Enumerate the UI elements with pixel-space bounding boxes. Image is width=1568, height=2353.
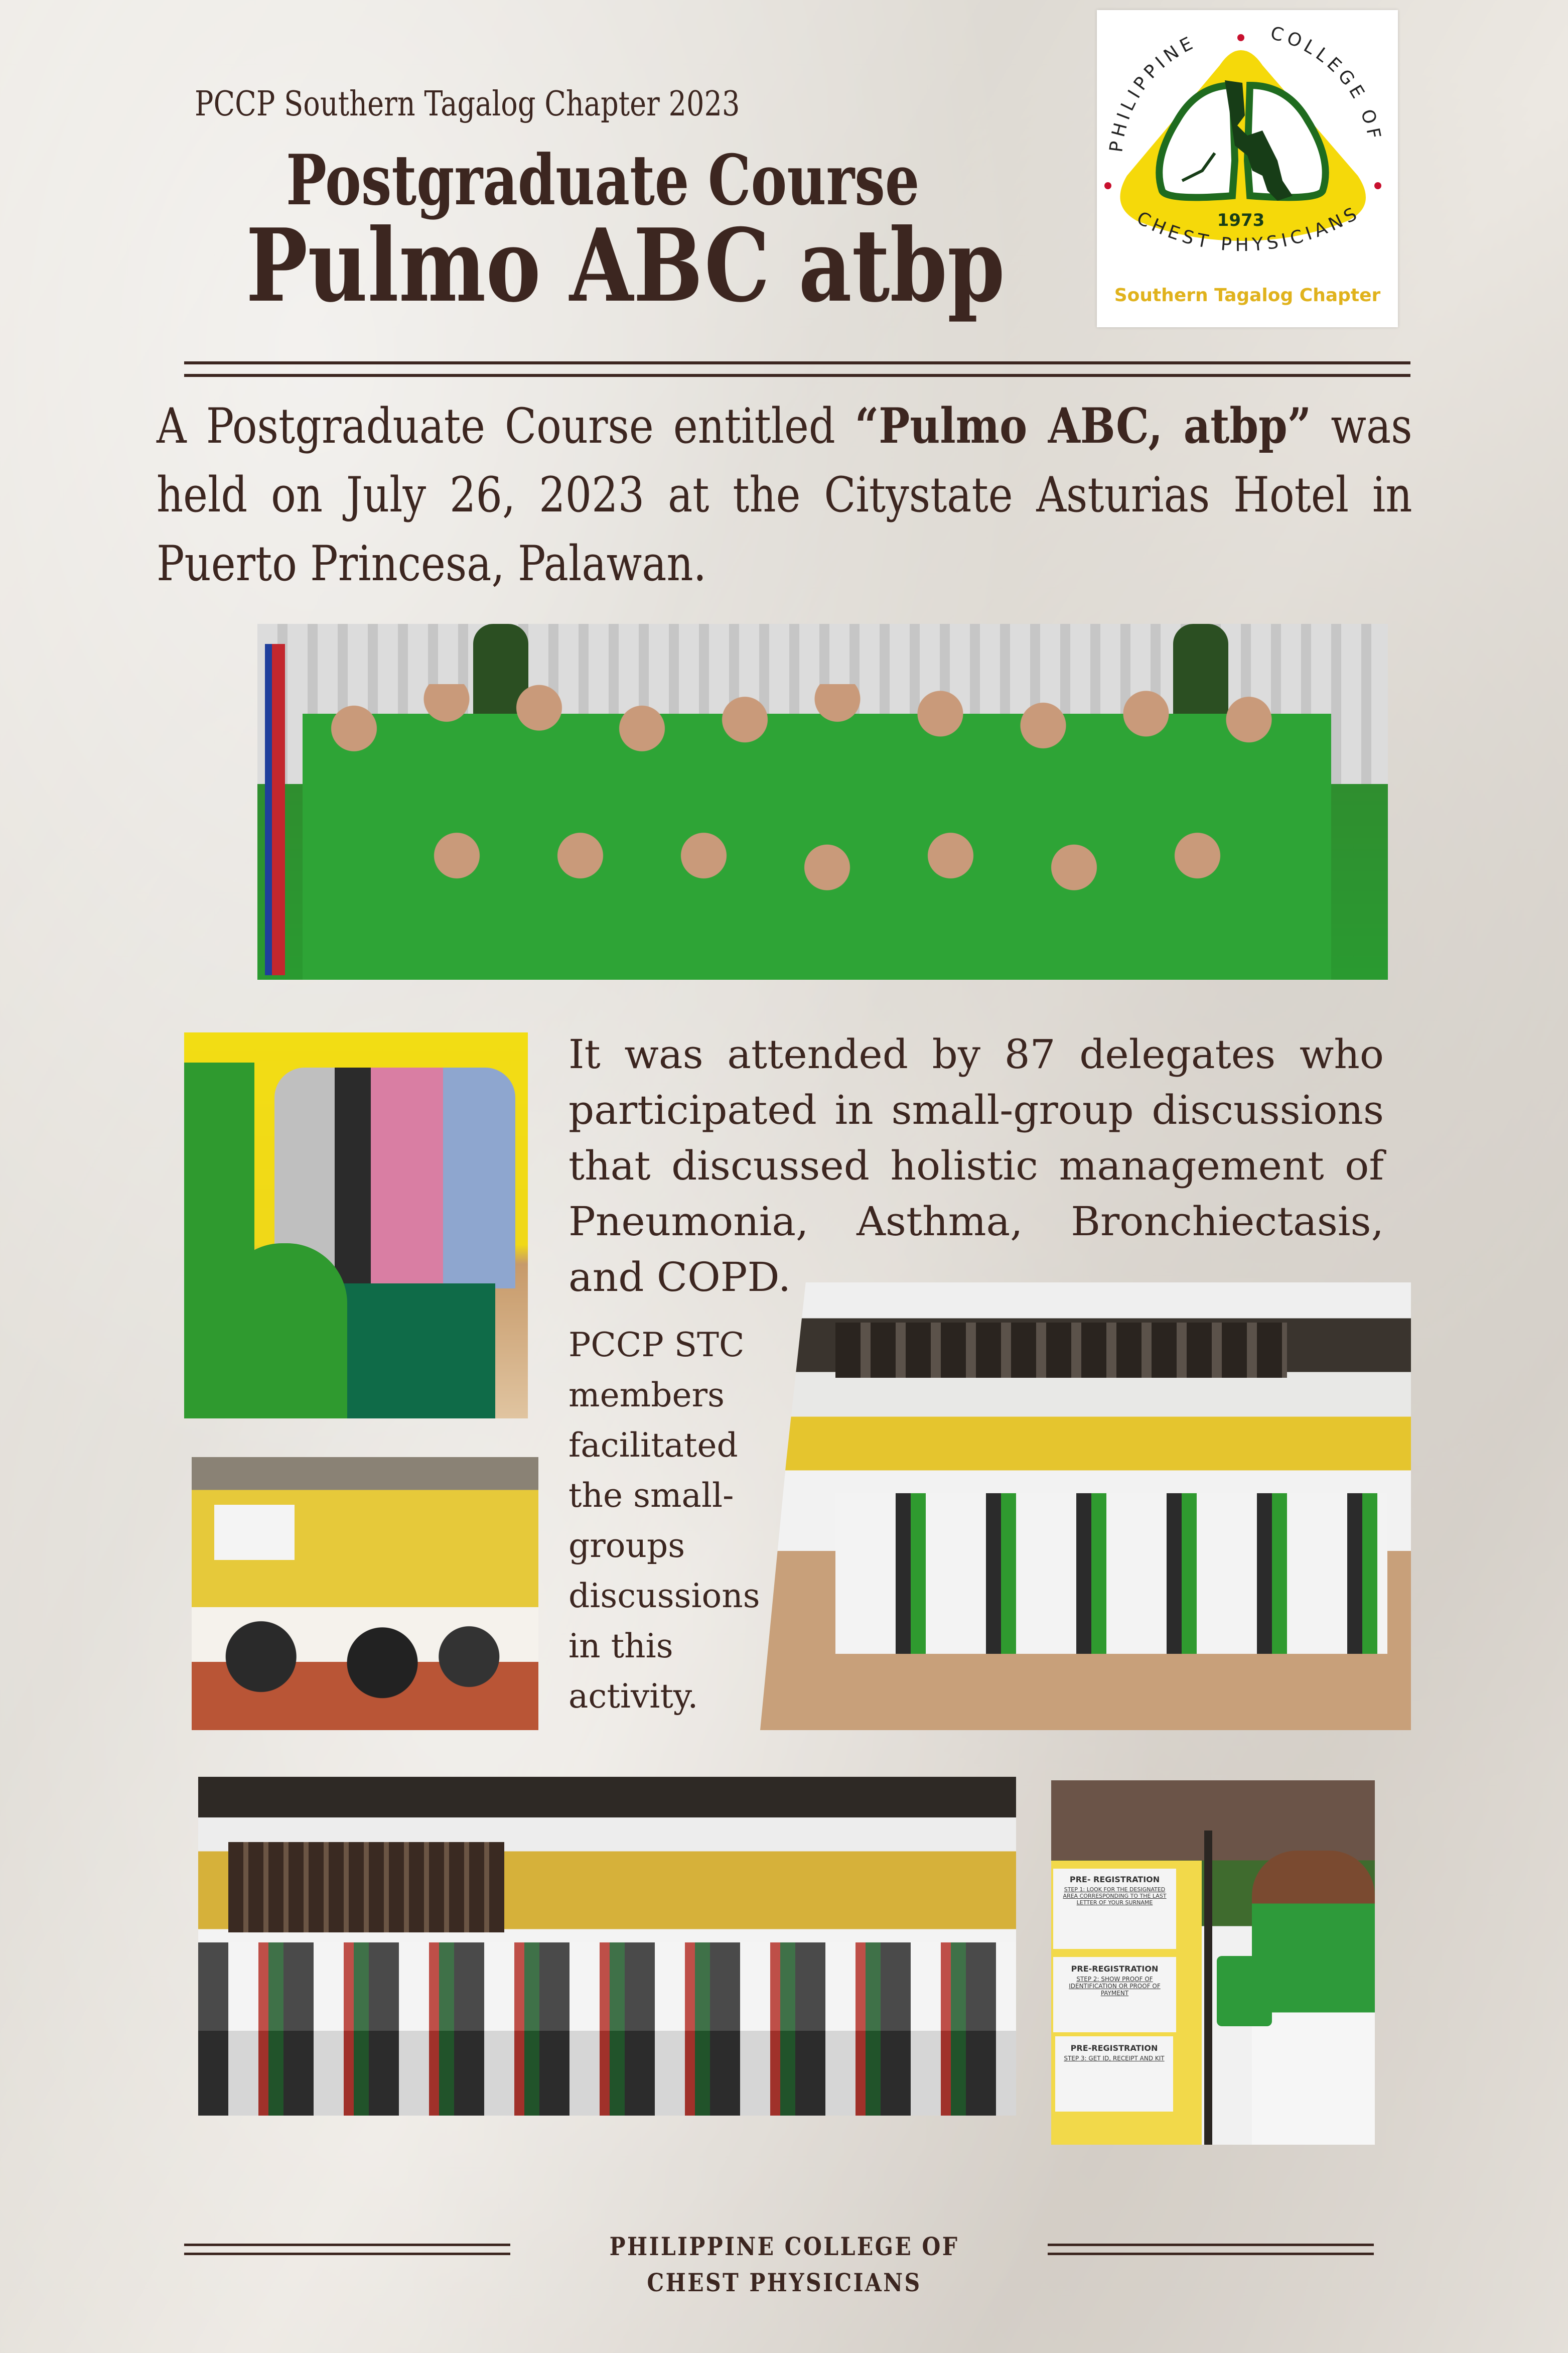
- projector-screen: [214, 1505, 295, 1560]
- intro-close-quote: ”: [1287, 398, 1312, 454]
- tables-attendees: [835, 1493, 1387, 1654]
- registration-sign-3: [1055, 2036, 1173, 2112]
- attendees: [192, 1608, 538, 1730]
- intro-paragraph: [157, 391, 1411, 598]
- sign-2-step: STEP 2: SHOW PROOF OF IDENTIFICATION OR PROOF OF PAYMENT: [1069, 1976, 1161, 1997]
- header-divider-top: [184, 361, 1410, 364]
- hall-wide-photo: [198, 1777, 1016, 2116]
- svg-text:Southern Tagalog Chapter: Southern Tagalog Chapter: [1114, 285, 1381, 306]
- intro-open-quote: “: [854, 398, 879, 454]
- svg-text:1973: 1973: [1217, 210, 1265, 230]
- ceiling-coffers: [835, 1323, 1287, 1378]
- course-name: Pulmo ABC, atbp: [879, 398, 1288, 454]
- philippine-flag: [265, 644, 285, 975]
- sign-1-step: STEP 1: LOOK FOR THE DESIGNATED AREA CORRESPONDING TO THE LAST LETTER OF YOUR SURNAME: [1063, 1886, 1167, 1906]
- svg-text:CHEST PHYSICIANS: CHEST PHYSICIANS: [1133, 202, 1364, 256]
- sign-3-step: STEP 3: GET ID, RECEIPT AND KIT: [1064, 2055, 1165, 2062]
- facilitators-paragraph: PCCP STC members facilitated the small-groups discussions in this activity.: [568, 1326, 760, 1716]
- seated-facilitator: [222, 1243, 347, 1418]
- intro-text-after: was held on July 26, 2023 at the Citystate Asturias Hotel in Puerto Princesa, Palawan.: [157, 398, 1412, 592]
- green-table: [335, 1283, 495, 1418]
- group-photo: [257, 624, 1388, 980]
- header-divider-bottom: [184, 374, 1410, 377]
- registration-sign-1: [1053, 1869, 1176, 1949]
- footer-organization: [0, 2229, 1568, 2301]
- title-pulmo-abc: Pulmo ABC atbp: [246, 207, 1005, 325]
- registration-photo: [1051, 1780, 1375, 2145]
- ballroom-discussion-photo: [760, 1282, 1411, 1730]
- title-postgraduate-course: Postgraduate Course: [286, 139, 920, 221]
- footer-organization-text: PHILIPPINE COLLEGE OF CHEST PHYSICIANS: [609, 2232, 959, 2297]
- inhaler-demo-photo: [184, 1032, 528, 1418]
- chapter-subtitle: PCCP Southern Tagalog Chapter 2023: [195, 84, 740, 124]
- sign-3-title: PRE-REGISTRATION: [1070, 2043, 1158, 2053]
- pccp-logo: [1097, 10, 1398, 327]
- divider-pole: [1204, 1831, 1212, 2145]
- group-members: [303, 684, 1331, 980]
- small-room-lecture-photo: [192, 1457, 538, 1730]
- attendance-paragraph: It was attended by 87 delegates who participated in small-group discussions that discussed holistic management of Pneumonia, Asthma, Bronchiectasis, and COPD.: [568, 1031, 1384, 1300]
- sign-1-title: PRE- REGISTRATION: [1069, 1875, 1160, 1884]
- wall-panels: [228, 1842, 504, 1932]
- svg-text:COLLEGE OF: COLLEGE OF: [1268, 23, 1385, 145]
- registration-sign-2: [1053, 1957, 1176, 2032]
- svg-text:PHILIPPINE: PHILIPPINE: [1106, 32, 1200, 154]
- sign-2-title: PRE-REGISTRATION: [1071, 1964, 1159, 1974]
- lung-triangle-emblem-icon: [1097, 10, 1398, 327]
- green-kit-bag: [1217, 1956, 1272, 2026]
- seated-attendees: [198, 1942, 1016, 2116]
- intro-text-before: A Postgraduate Course entitled: [157, 398, 855, 454]
